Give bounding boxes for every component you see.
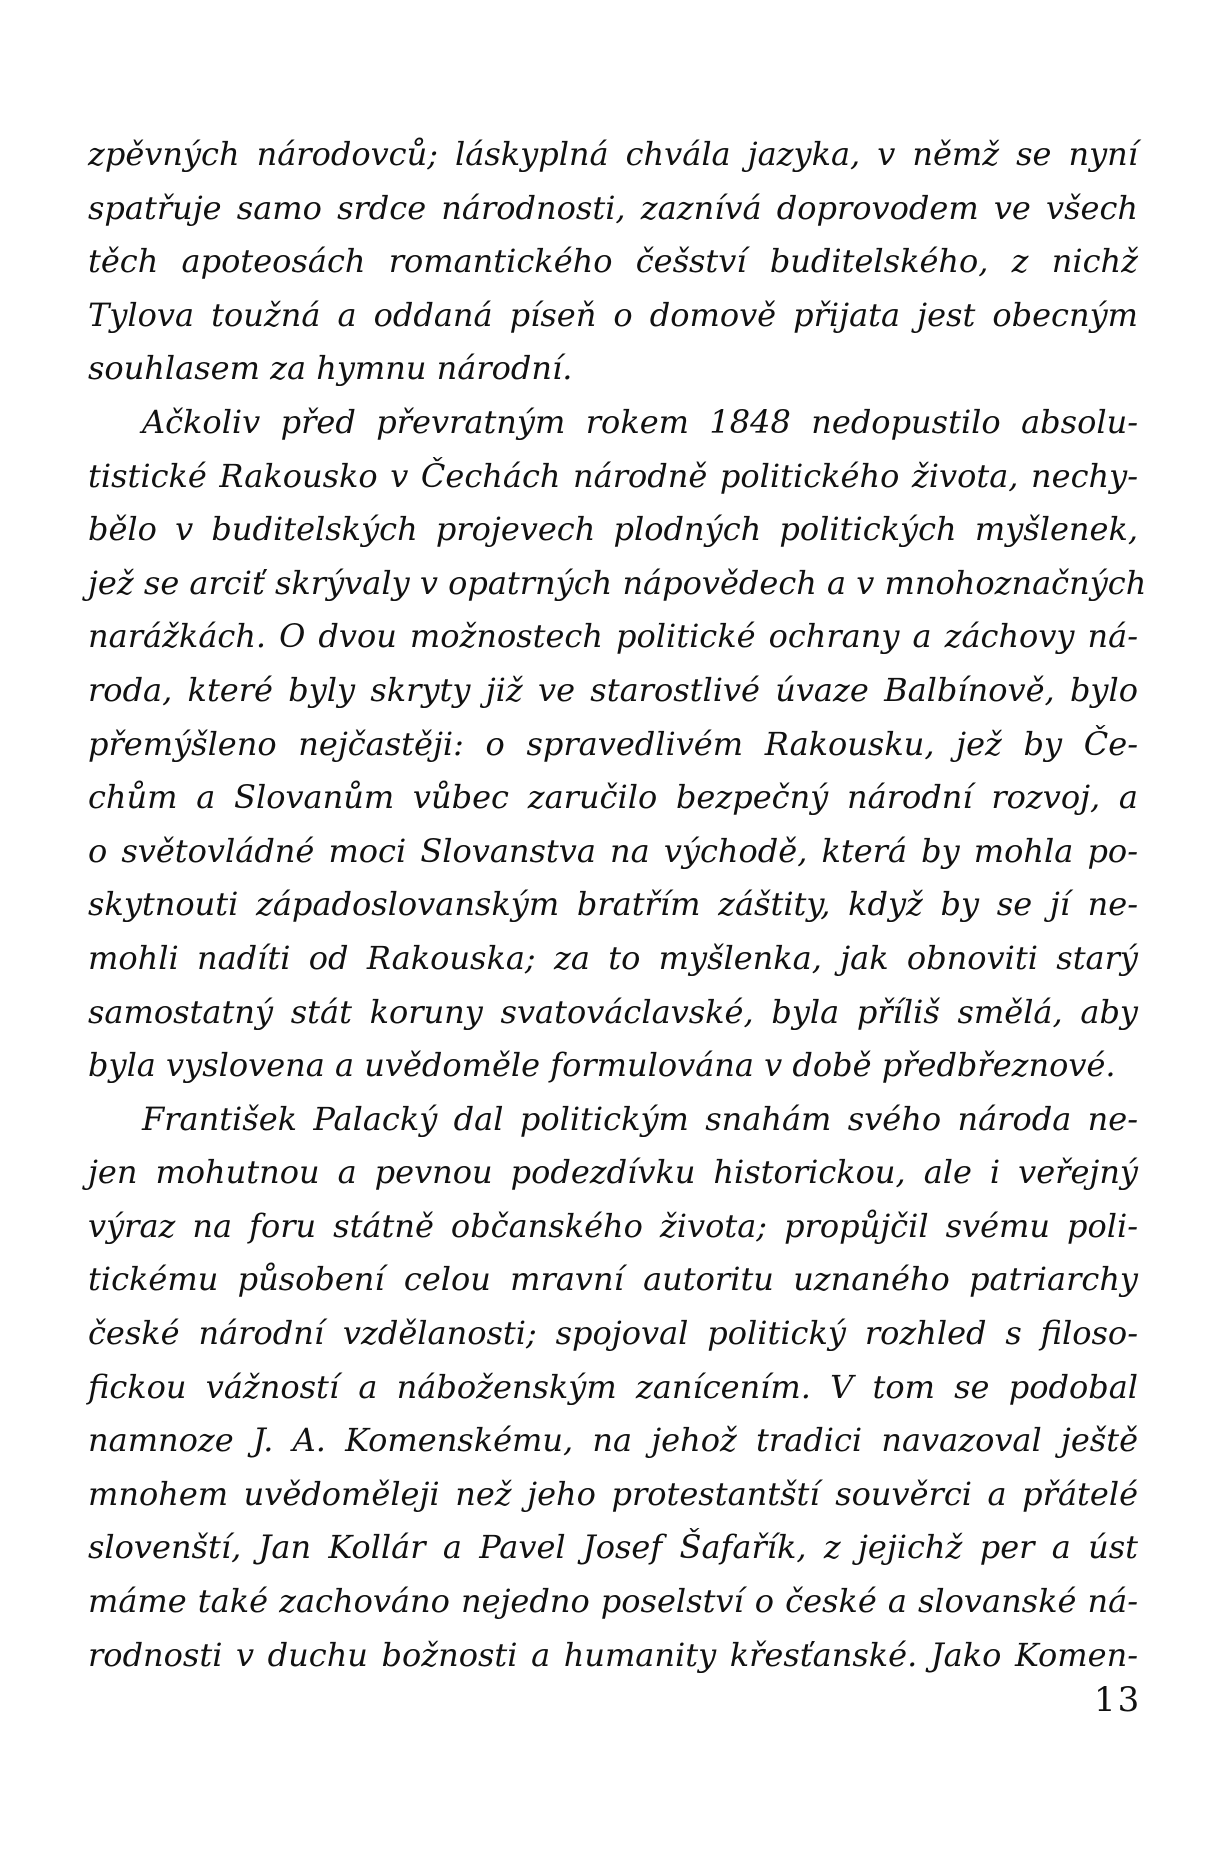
text-line: fickou vážností a náboženským zanícením. V tom se podobal <box>88 1367 1138 1406</box>
text-line: chům a Slovanům vůbec zaručilo bezpečný národní rozvoj, a <box>88 778 1138 817</box>
text-line: František Palacký dal politickým snahám svého národa ne- <box>142 1099 1138 1138</box>
text-line: české národní vzdělanosti; spojoval politický rozhled s filoso- <box>88 1314 1138 1353</box>
text-line: mohli nadíti od Rakouska; za to myšlenka, jak obnoviti starý <box>88 938 1138 977</box>
text-line: skytnouti západoslovanským bratřím záštity, když by se jí ne- <box>88 885 1138 924</box>
text-line: o světovládné moci Slovanstva na východě, která by mohla po- <box>88 831 1138 870</box>
text-line: byla vyslovena a uvědoměle formulována v době předbřeznové. <box>88 1046 1116 1085</box>
text-line: Ačkoliv před převratným rokem 1848 nedopustilo absolu- <box>142 402 1138 441</box>
text-line: přemýšleno nejčastěji: o spravedlivém Rakousku, jež by Če- <box>88 724 1138 763</box>
text-line: tistické Rakousko v Čechách národně politického života, nechy- <box>88 456 1138 495</box>
text-line: roda, které byly skryty již ve starostlivé úvaze Balbínově, bylo <box>88 670 1138 709</box>
text-line: namnoze J. A. Komenskému, na jehož tradici navazoval ještě <box>88 1421 1138 1460</box>
text-line: spatřuje samo srdce národnosti, zaznívá doprovodem ve všech <box>88 188 1138 227</box>
text-line: výraz na foru státně občanského života; propůjčil svému poli- <box>88 1206 1138 1245</box>
text-line: bělo v buditelských projevech plodných politických myšlenek, <box>88 510 1138 549</box>
text-line: slovenští, Jan Kollár a Pavel Josef Šafařík, z jejichž per a úst <box>88 1528 1138 1567</box>
text-line: zpěvných národovců; láskyplná chvála jazyka, v němž se nyní <box>88 135 1138 173</box>
text-line: jen mohutnou a pevnou podezdívku historickou, ale i veřejný <box>88 1153 1138 1192</box>
text-line: jež se arciť skrývaly v opatrných nápovědech a v mnohoznačných <box>88 563 1147 602</box>
text-line: mnohem uvědoměleji než jeho protestantští souvěrci a přátelé <box>88 1474 1138 1513</box>
text-line: narážkách. O dvou možnostech politické ochrany a záchovy ná- <box>88 617 1138 656</box>
text-line: tickému působení celou mravní autoritu uznaného patriarchy <box>88 1260 1138 1299</box>
text-line: rodnosti v duchu božnosti a humanity křesťanské. Jako Komen- <box>88 1635 1138 1674</box>
body-text <box>88 128 1147 1682</box>
text-line: samostatný stát koruny svatováclavské, byla příliš smělá, aby <box>88 992 1138 1031</box>
text-line: Tylova toužná a oddaná píseň o domově přijata jest obecným <box>88 295 1138 334</box>
text-line: souhlasem za hymnu národní. <box>88 349 573 388</box>
text-line: těch apoteosách romantického češství buditelského, z nichž <box>88 242 1138 281</box>
text-line: máme také zachováno nejedno poselství o české a slovanské ná- <box>88 1582 1138 1621</box>
page-number: 13 <box>1094 1680 1142 1720</box>
